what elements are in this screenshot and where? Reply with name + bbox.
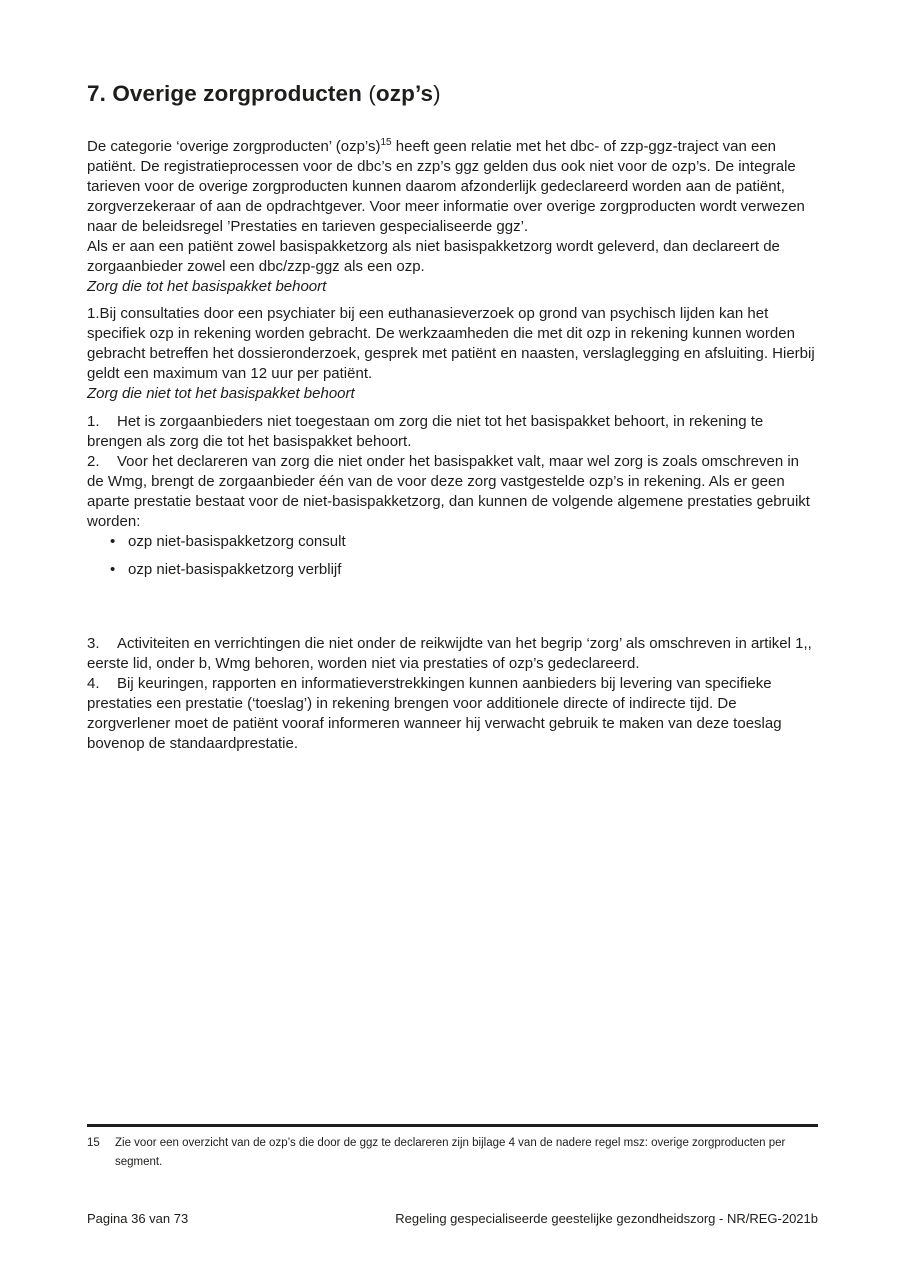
footnote-number: 15 <box>87 1137 100 1149</box>
item-number: 1. <box>87 413 100 430</box>
paragraph-basispakket: 1.Bij consultaties door een psychiater bij een euthanasieverzoek op grond van psychisch lijden kan het specifiek ozp in rekening worden gebracht. De werkzaamheden die met dit ozp in rekening kunnen worden gebracht betreffen het dossieronderzoek, gesprek met patiënt en naasten, verslaglegging en afsluiting. Hierbij geldt een maximum van 12 uur per patiënt. <box>87 305 815 382</box>
page-content <box>87 80 818 754</box>
intro-text-after-ref: heeft geen relatie met het dbc- of zzp-ggz-traject van een patiënt. De registratieprocessen voor de dbc’s en zzp’s ggz gelden dus ook niet voor de ozp’s. De integrale tarieven voor de overige zorgproducten kunnen daarom afzonderlijk gedeclareerd worden aan de patiënt, zorgverzekeraar of aan de opdrachtgever. Voor meer informatie over overige zorgproducten wordt verwezen naar de beleidsregel ’Prestaties en tarieven gespecialiseerde ggz’. <box>87 138 805 235</box>
numbered-item-2 <box>87 452 818 532</box>
page-number: Pagina 36 van 73 <box>87 1211 189 1226</box>
page-footer <box>87 1210 818 1227</box>
section-heading-niet-basispakket: Zorg die niet tot het basispakket behoort <box>87 385 355 402</box>
item-text: Activiteiten en verrichtingen die niet onder de reikwijdte van het begrip ‘zorg’ als omschreven in artikel 1,, eerste lid, onder b, Wmg behoren, worden niet via prestaties of ozp’s gedeclareerd. <box>87 635 812 672</box>
numbered-item-1 <box>87 412 818 452</box>
page-title <box>87 80 818 108</box>
item-number: 2. <box>87 453 100 470</box>
document-reference: Regeling gespecialiseerde geestelijke gezondheidszorg - NR/REG-2021b <box>395 1211 818 1226</box>
footnote <box>87 1134 818 1172</box>
numbered-item-3 <box>87 634 818 674</box>
section-heading-basispakket: Zorg die tot het basispakket behoort <box>87 278 327 295</box>
title-text: 7. Overige zorgproducten <box>87 81 369 106</box>
item-number: 4. <box>87 675 100 692</box>
item-number: 3. <box>87 635 100 652</box>
title-paren-close: ) <box>433 81 441 106</box>
footnote-divider <box>87 1124 818 1127</box>
item-text: Voor het declareren van zorg die niet onder het basispakket valt, maar wel zorg is zoals omschreven in de Wmg, brengt de zorgaanbieder één van de voor deze zorg vastgestelde ozp’s in rekening. Als er geen aparte prestatie bestaat voor de niet-basispakketzorg, dan kunnen de volgende algemene prestaties gebruikt worden: <box>87 453 810 530</box>
title-paren-open: ( <box>368 81 376 106</box>
title-acronym: ozp’s <box>375 81 434 106</box>
item-text: Bij keuringen, rapporten en informatieverstrekkingen kunnen aanbieders bij levering van specifieke prestaties een prestatie (‘toeslag’) in rekening brengen voor additionele directe of indirecte tijd. De zorgverlener moet de patiënt vooraf informeren wanneer hij verwacht gebruik te maken van deze toeslag bovenop de standaardprestatie. <box>87 675 782 752</box>
paragraph-combination-rule: Als er aan een patiënt zowel basispakketzorg als niet basispakketzorg wordt geleverd, dan declareert de zorgaanbieder zowel een dbc/zzp-ggz als een ozp. <box>87 238 780 275</box>
numbered-item-4 <box>87 674 818 754</box>
list-item: • ozp niet-basispakketzorg consult <box>108 532 818 552</box>
item-text: Het is zorgaanbieders niet toegestaan om zorg die niet tot het basispakket behoort, in rekening te brengen als zorg die tot het basispakket behoort. <box>87 413 764 450</box>
intro-paragraph <box>87 137 818 237</box>
footnote-area <box>87 1124 818 1172</box>
intro-text-before-ref: De categorie ‘overige zorgproducten’ (ozp’s) <box>87 138 381 155</box>
footnote-reference-marker: 15 <box>380 137 392 148</box>
footnote-text: Zie voor een overzicht van de ozp’s die door de ggz te declareren zijn bijlage 4 van de nadere regel msz: overige zorgproducten per segment. <box>115 1137 786 1168</box>
list-item: • ozp niet-basispakketzorg verblijf <box>108 560 818 580</box>
bullet-list <box>87 532 818 580</box>
